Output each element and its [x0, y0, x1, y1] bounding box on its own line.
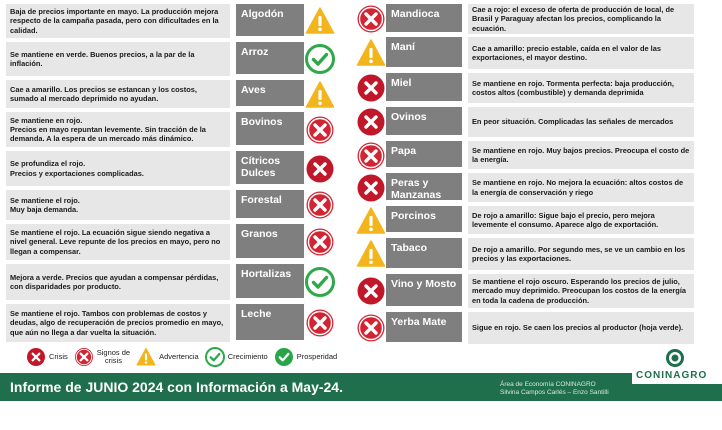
status-indicator	[305, 44, 335, 74]
sector-row	[356, 107, 722, 137]
status-indicator	[356, 206, 386, 236]
crisis-signs-x-icon	[305, 115, 335, 145]
warning-triangle-icon	[356, 38, 386, 68]
legend-label: Crisis	[49, 352, 68, 361]
sector-name: Porcinos	[386, 206, 462, 232]
sector-row	[356, 73, 722, 103]
sector-description: De rojo a amarillo: Sigue bajo el precio, pero mejora levemente el consumo. Aparece algo de exportación.	[468, 206, 694, 234]
sector-name: Algodón	[236, 4, 304, 36]
coninagro-logo	[632, 344, 722, 384]
status-indicator	[356, 38, 386, 68]
legend-icon	[26, 347, 46, 367]
status-indicator	[356, 4, 386, 34]
legend-item	[26, 347, 68, 367]
legend	[26, 346, 343, 368]
legend-icon	[205, 347, 225, 367]
sector-row	[356, 312, 722, 344]
sector-name: Aves	[236, 80, 304, 106]
sector-row	[0, 224, 352, 260]
legend-label: Crecimiento	[227, 352, 268, 361]
sector-row	[0, 112, 352, 147]
sector-row	[0, 4, 352, 38]
growth-check-icon	[305, 44, 335, 74]
sector-row	[356, 4, 722, 34]
sector-description: Cae a amarillo: precio estable, caída en el valor de las exportaciones, el mayor destino.	[468, 37, 694, 69]
status-indicator	[356, 173, 386, 203]
status-indicator	[356, 313, 386, 343]
crisis-signs-x-icon	[356, 4, 386, 34]
sector-name: Peras y Manzanas	[386, 173, 462, 200]
sector-description: Se mantiene el rojo oscuro. Esperando los precios de julio, mercado muy deprimido. Preocupan los costos de la energía en toda la cadena de producción.	[468, 274, 694, 308]
status-indicator	[305, 80, 335, 110]
crisis-x-icon	[356, 173, 386, 203]
sector-name: Granos	[236, 224, 304, 258]
warning-triangle-icon	[305, 80, 335, 110]
crisis-x-icon	[305, 154, 335, 184]
crisis-x-icon	[356, 107, 386, 137]
logo-text: CONINAGRO	[636, 370, 708, 381]
sector-row	[0, 42, 352, 76]
coninagro-logo-mark	[665, 348, 685, 368]
sector-name: Arroz	[236, 42, 304, 74]
sector-row	[356, 274, 722, 308]
sector-description: Baja de precios importante en mayo. La producción mejora respecto de la campaña pasada, pero con dificultades en la calidad.	[6, 4, 230, 38]
sector-name: Mandioca	[386, 4, 462, 32]
sector-description: De rojo a amarillo. Por segundo mes, se ve un cambio en los precios y las exportaciones.	[468, 238, 694, 270]
status-indicator	[305, 6, 335, 36]
legend-item	[205, 347, 268, 367]
status-indicator	[305, 154, 335, 184]
sector-row	[0, 80, 352, 108]
legend-icon	[74, 347, 94, 367]
crisis-signs-x-icon	[305, 227, 335, 257]
report-title: Informe de JUNIO 2024 con Información a May-24.	[10, 379, 343, 395]
crisis-signs-x-icon	[356, 313, 386, 343]
sector-row	[0, 264, 352, 300]
legend-icon	[136, 347, 156, 367]
sector-name: Tabaco	[386, 238, 462, 268]
status-indicator	[305, 115, 335, 145]
status-indicator	[356, 73, 386, 103]
sector-description: Se mantiene en verde. Buenos precios, a la par de la inflación.	[6, 42, 230, 76]
sector-description: Mejora a verde. Precios que ayudan a compensar pérdidas, con disparidades por producto.	[6, 264, 230, 300]
sector-row	[356, 238, 722, 270]
sector-description: En peor situación. Complicadas las señales de mercados	[468, 107, 694, 137]
sector-row	[356, 173, 722, 202]
legend-item	[74, 347, 130, 367]
legend-label: Advertencia	[159, 352, 199, 361]
status-indicator	[305, 190, 335, 220]
sector-row	[356, 141, 722, 169]
sector-name: Vino y Mosto	[386, 274, 462, 306]
sector-description: Se mantiene el rojo. Tambos con problemas de costos y deudas, algo de recuperación de precios promedio en mayo, que aún no llega a dar vuelta la situación.	[6, 304, 230, 342]
prosperity-check-icon	[274, 347, 294, 367]
warning-triangle-icon	[136, 347, 156, 367]
sector-name: Ovinos	[386, 107, 462, 135]
warning-triangle-icon	[305, 6, 335, 36]
sector-description: Se mantiene en rojo. Muy bajos precios. Preocupa el costo de la energía.	[468, 141, 694, 169]
status-indicator	[356, 239, 386, 269]
status-indicator	[305, 227, 335, 257]
sector-row	[0, 151, 352, 186]
sector-name: Bovinos	[236, 112, 304, 145]
sector-description: Se profundiza el rojo. Precios y exportaciones complicadas.	[6, 151, 230, 186]
legend-item	[274, 347, 337, 367]
warning-triangle-icon	[356, 239, 386, 269]
crisis-signs-x-icon	[305, 190, 335, 220]
sector-name: Leche	[236, 304, 304, 340]
crisis-signs-x-icon	[74, 347, 94, 367]
crisis-signs-x-icon	[305, 308, 335, 338]
legend-label: Signos de crisis	[96, 348, 131, 365]
sector-row	[0, 304, 352, 342]
legend-icon	[274, 347, 294, 367]
footer-bar	[0, 373, 722, 401]
sector-description: Se mantiene el rojo. Muy baja demanda.	[6, 190, 230, 220]
status-indicator	[305, 308, 335, 338]
sector-name: Forestal	[236, 190, 304, 218]
warning-triangle-icon	[356, 206, 386, 236]
sector-name: Miel	[386, 73, 462, 101]
sector-description: Se mantiene el rojo. La ecuación sigue siendo negativa a nivel general. Leve repunte de los precios en mayo, pero no llegan a compensar.	[6, 224, 230, 260]
status-indicator	[305, 267, 335, 297]
sector-row	[356, 206, 722, 234]
status-indicator	[356, 276, 386, 306]
sector-name: Maní	[386, 37, 462, 67]
sector-description: Se mantiene en rojo. No mejora la ecuación: altos costos de la energía de conservación y riego	[468, 173, 694, 202]
sector-description: Cae a amarillo. Los precios se estancan y los costos, sumado al mercado deprimido no ayudan.	[6, 80, 230, 108]
sector-description: Sigue en rojo. Se caen los precios al productor (hoja verde).	[468, 312, 694, 344]
status-indicator	[356, 107, 386, 137]
sector-row	[356, 37, 722, 69]
sector-name: Hortalizas	[236, 264, 304, 298]
authors-text: Área de Economía CONINAGRO Silvina Campos Carlés – Enzo Santilli	[500, 381, 609, 396]
sector-name: Yerba Mate	[386, 312, 462, 342]
sector-row	[0, 190, 352, 220]
status-indicator	[356, 141, 386, 171]
crisis-signs-x-icon	[356, 141, 386, 171]
growth-check-icon	[305, 267, 335, 297]
crisis-x-icon	[356, 276, 386, 306]
sector-description: Se mantiene en rojo. Tormenta perfecta: baja producción, costos altos (combustible) y demanda deprimida	[468, 73, 694, 103]
growth-check-icon	[205, 347, 225, 367]
sector-description: Se mantiene en rojo. Precios en mayo repuntan levemente. Sin tracción de la demanda. A la espera de un mercado más dinámico.	[6, 112, 230, 147]
sector-name: Cítricos Dulces	[236, 151, 304, 184]
crisis-x-icon	[356, 73, 386, 103]
crisis-x-icon	[26, 347, 46, 367]
sector-name: Papa	[386, 141, 462, 167]
legend-item	[136, 347, 199, 367]
sector-description: Cae a rojo: el exceso de oferta de producción de local, de Brasil y Paraguay afectan los precios, complicando la ecuación.	[468, 4, 694, 34]
legend-label: Prosperidad	[296, 352, 338, 361]
